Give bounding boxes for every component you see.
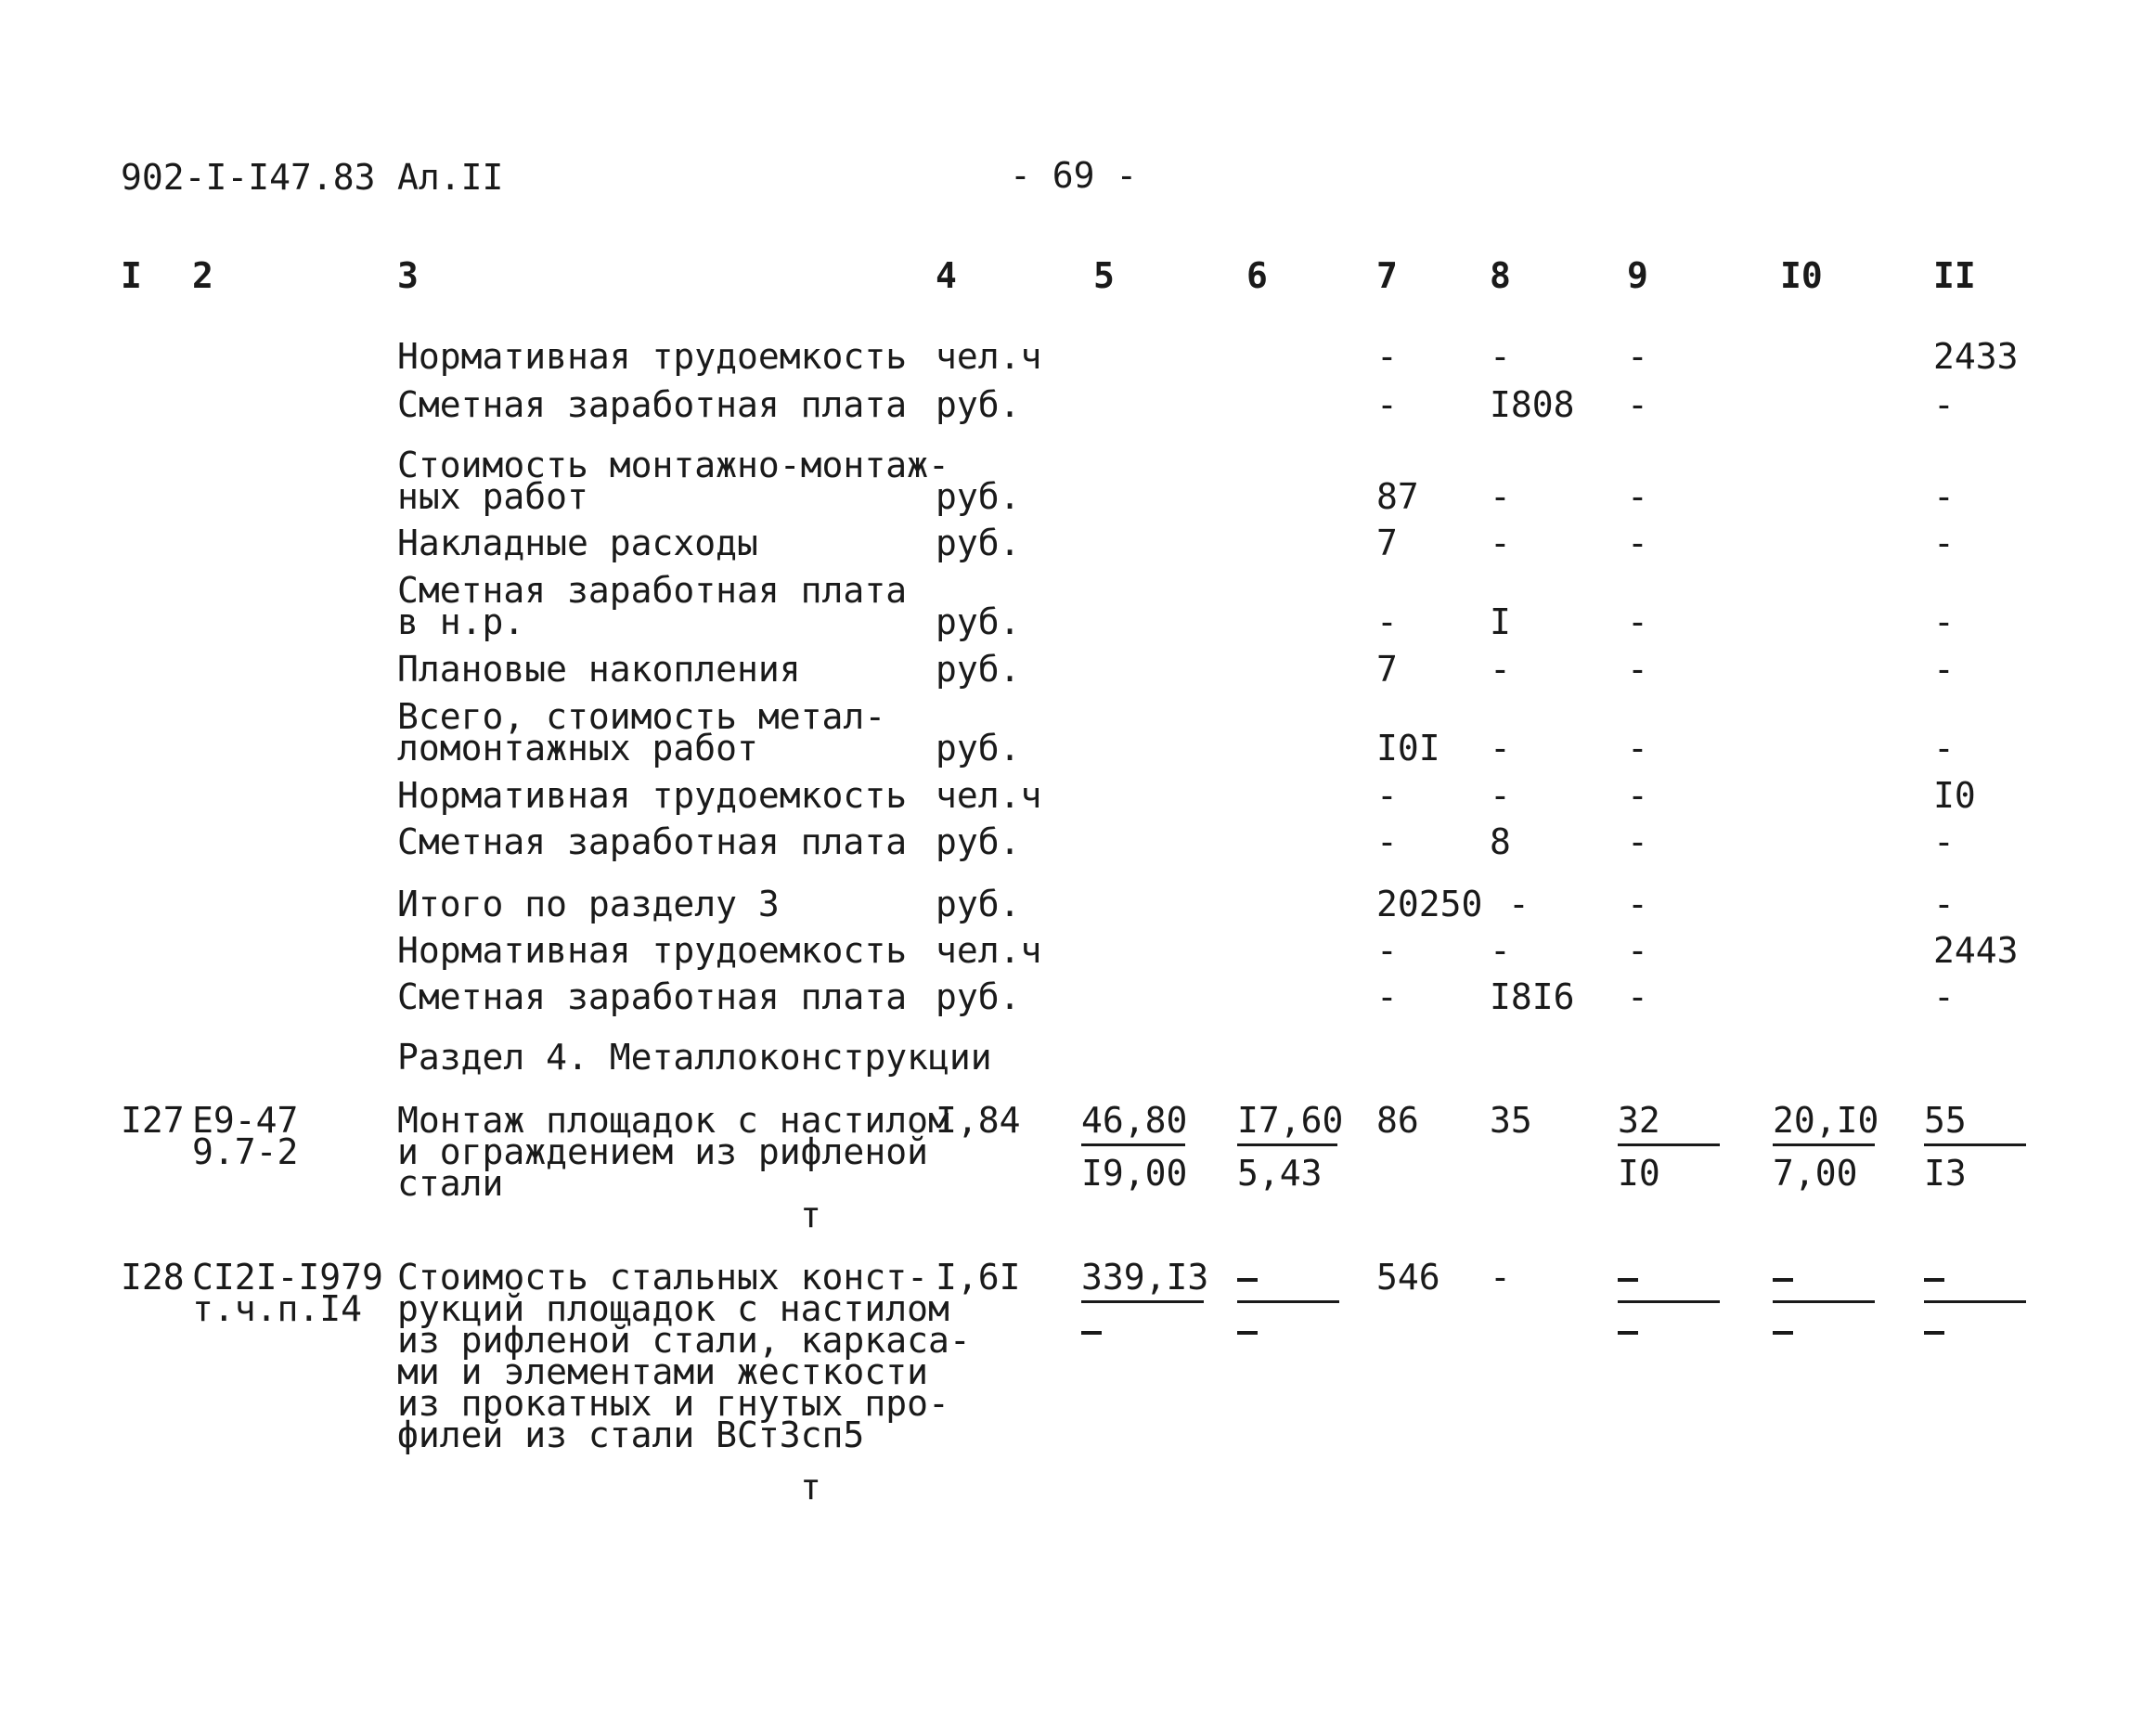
item-description-line6: филей из стали ВСт3сп5 xyxy=(397,1414,865,1455)
dash-mark xyxy=(1924,1331,1944,1335)
page-number: - 69 - xyxy=(1010,155,1138,196)
row-description: Сметная заработная плата xyxy=(397,821,908,862)
fraction-numerator: I7,60 xyxy=(1237,1103,1337,1146)
cell-col8: - xyxy=(1490,336,1511,377)
price-code-line2: т.ч.п.I4 xyxy=(192,1288,363,1329)
row-description: Итого по разделу 3 xyxy=(397,884,780,924)
col9-fraction xyxy=(1618,1259,1720,1348)
cell-col7: - xyxy=(1376,384,1398,425)
row-unit: руб. xyxy=(936,384,1021,425)
dash-mark xyxy=(1773,1303,1875,1348)
fraction-denominator: I9,00 xyxy=(1081,1153,1188,1194)
price-code-line2: 9.7-2 xyxy=(192,1131,299,1172)
cell-col11: 2443 xyxy=(1933,930,2019,971)
cell-col8: - xyxy=(1490,728,1511,769)
cell-col7: - xyxy=(1376,601,1398,642)
cell-col7: - xyxy=(1376,930,1398,971)
cell-col9: - xyxy=(1627,476,1648,517)
col6-fraction xyxy=(1237,1259,1339,1348)
price-code-line1: СI2I-I979 xyxy=(192,1257,383,1298)
dash-mark xyxy=(1237,1331,1258,1335)
cell-col8: I8I6 xyxy=(1490,976,1575,1017)
cell-col11: 2433 xyxy=(1933,336,2019,377)
fraction-numerator: 32 xyxy=(1618,1103,1720,1146)
cell-col8: - xyxy=(1508,884,1530,924)
fraction-numerator: 55 xyxy=(1924,1103,2026,1146)
item-description-line2: рукций площадок с настилом xyxy=(397,1288,949,1329)
cell-col7: 86 xyxy=(1376,1100,1419,1141)
col11-fraction xyxy=(1924,1259,2026,1348)
fraction-denominator: I0 xyxy=(1618,1153,1660,1194)
row-description: Нормативная трудоемкость xyxy=(397,336,908,377)
cell-col9: - xyxy=(1627,728,1648,769)
column-number: 6 xyxy=(1246,255,1268,296)
cell-col8: - xyxy=(1490,1257,1511,1298)
cell-col11: - xyxy=(1933,476,1955,517)
col5-fraction xyxy=(1081,1257,1209,1348)
dash-mark xyxy=(1618,1259,1720,1303)
cell-col11: - xyxy=(1933,601,1955,642)
cell-col9: - xyxy=(1627,884,1648,924)
cell-col7: 7 xyxy=(1376,649,1398,690)
fraction-denominator: 5,43 xyxy=(1237,1153,1323,1194)
cell-col8: 35 xyxy=(1490,1100,1532,1141)
cell-col11: - xyxy=(1933,821,1955,862)
quantity: I,6I xyxy=(936,1257,1021,1298)
fraction-numerator: 339,I3 xyxy=(1081,1259,1204,1303)
row-description: Нормативная трудоемкость xyxy=(397,930,908,971)
dash-mark xyxy=(1773,1278,1793,1282)
cell-col8: - xyxy=(1490,775,1511,816)
fraction-numerator: 46,80 xyxy=(1081,1103,1185,1146)
dash-mark xyxy=(1081,1303,1204,1348)
item-description-line3: стали xyxy=(397,1163,504,1204)
item-description-line4: ми и элементами жесткости xyxy=(397,1351,928,1392)
cell-col9: - xyxy=(1627,523,1648,563)
cell-col8: 8 xyxy=(1490,821,1511,862)
row-unit: руб. xyxy=(936,476,1021,517)
dash-mark xyxy=(1237,1303,1339,1348)
row-description-line1: Стоимость монтажно-монтаж- xyxy=(397,445,949,485)
row-unit: руб. xyxy=(936,821,1021,862)
row-unit: руб. xyxy=(936,649,1021,690)
column-number: 7 xyxy=(1376,255,1398,296)
unit-mark: т xyxy=(800,1195,821,1235)
cell-col11: - xyxy=(1933,976,1955,1017)
column-number: 3 xyxy=(397,255,419,296)
cell-col8: - xyxy=(1490,476,1511,517)
cell-col7: 20250 xyxy=(1376,884,1483,924)
dash-mark xyxy=(1773,1259,1875,1303)
row-unit: руб. xyxy=(936,976,1021,1017)
cell-col9: - xyxy=(1627,930,1648,971)
row-unit: руб. xyxy=(936,601,1021,642)
cell-col7: - xyxy=(1376,336,1398,377)
cell-col7: - xyxy=(1376,976,1398,1017)
column-number: II xyxy=(1933,255,1976,296)
item-description-line1: Стоимость стальных конст- xyxy=(397,1257,928,1298)
cell-col8: - xyxy=(1490,649,1511,690)
dash-mark xyxy=(1237,1259,1339,1303)
col10-fraction xyxy=(1773,1259,1875,1348)
row-description-line1: Всего, стоимость метал- xyxy=(397,696,886,737)
col10-fraction xyxy=(1773,1100,1879,1194)
document-code: 902-I-I47.83 xyxy=(121,157,376,198)
cell-col7: I0I xyxy=(1376,728,1440,769)
row-unit: руб. xyxy=(936,728,1021,769)
cell-col7: 87 xyxy=(1376,476,1419,517)
dash-mark xyxy=(1924,1303,2026,1348)
item-description-line1: Монтаж площадок с настилом xyxy=(397,1100,949,1141)
cell-col9: - xyxy=(1627,649,1648,690)
quantity: I,84 xyxy=(936,1100,1021,1141)
row-description-line2: ломонтажных работ xyxy=(397,728,758,769)
unit-mark: т xyxy=(800,1466,821,1507)
cell-col9: - xyxy=(1627,976,1648,1017)
item-description-line5: из прокатных и гнутых про- xyxy=(397,1383,949,1424)
column-number: I xyxy=(121,255,142,296)
dash-mark xyxy=(1618,1278,1638,1282)
cell-col7: - xyxy=(1376,821,1398,862)
row-description-line2: в н.р. xyxy=(397,601,525,642)
row-description: Сметная заработная плата xyxy=(397,976,908,1017)
cell-col11: - xyxy=(1933,649,1955,690)
row-description: Нормативная трудоемкость xyxy=(397,775,908,816)
column-number: 5 xyxy=(1093,255,1115,296)
dash-mark xyxy=(1924,1259,2026,1303)
cell-col11: - xyxy=(1933,884,1955,924)
cell-col7: - xyxy=(1376,775,1398,816)
dash-mark xyxy=(1618,1331,1638,1335)
column-number: I0 xyxy=(1780,255,1823,296)
dash-mark xyxy=(1773,1331,1793,1335)
row-unit: чел.ч xyxy=(936,775,1042,816)
column-number: 9 xyxy=(1627,255,1648,296)
section-title: Раздел 4. Металлоконструкции xyxy=(397,1037,992,1078)
column-number: 2 xyxy=(192,255,213,296)
row-description-line2: ных работ xyxy=(397,476,588,517)
item-description-line2: и ограждением из рифленой xyxy=(397,1131,928,1172)
item-description-line3: из рифленой стали, каркаса- xyxy=(397,1320,971,1361)
col9-fraction xyxy=(1618,1100,1720,1194)
cell-col8: I808 xyxy=(1490,384,1575,425)
dash-mark xyxy=(1081,1331,1102,1335)
column-number: 4 xyxy=(936,255,957,296)
item-number: I27 xyxy=(121,1100,185,1141)
row-unit: руб. xyxy=(936,523,1021,563)
album-number: Ал.II xyxy=(397,157,504,198)
cell-col11: - xyxy=(1933,728,1955,769)
cell-col11: - xyxy=(1933,384,1955,425)
cell-col9: - xyxy=(1627,384,1648,425)
cell-col9: - xyxy=(1627,775,1648,816)
fraction-denominator: I3 xyxy=(1924,1153,1967,1194)
col11-fraction xyxy=(1924,1100,2026,1194)
dash-mark xyxy=(1924,1278,1944,1282)
cell-col9: - xyxy=(1627,336,1648,377)
cell-col8: - xyxy=(1490,930,1511,971)
col6-fraction xyxy=(1237,1100,1344,1194)
dash-mark xyxy=(1618,1303,1720,1348)
cell-col11: I0 xyxy=(1933,775,1976,816)
cell-col9: - xyxy=(1627,601,1648,642)
column-number: 8 xyxy=(1490,255,1511,296)
fraction-denominator: 7,00 xyxy=(1773,1153,1858,1194)
cell-col8: - xyxy=(1490,523,1511,563)
row-unit: чел.ч xyxy=(936,336,1042,377)
cell-col7: 7 xyxy=(1376,523,1398,563)
row-description: Плановые накопления xyxy=(397,649,801,690)
cell-col8: I xyxy=(1490,601,1511,642)
cell-col7: 546 xyxy=(1376,1257,1440,1298)
item-number: I28 xyxy=(121,1257,185,1298)
price-code-line1: Е9-47 xyxy=(192,1100,299,1141)
row-unit: руб. xyxy=(936,884,1021,924)
col5-fraction xyxy=(1081,1100,1188,1194)
dash-mark xyxy=(1237,1278,1258,1282)
cell-col9: - xyxy=(1627,821,1648,862)
row-unit: чел.ч xyxy=(936,930,1042,971)
fraction-numerator: 20,I0 xyxy=(1773,1103,1875,1146)
row-description: Накладные расходы xyxy=(397,523,758,563)
cell-col11: - xyxy=(1933,523,1955,563)
row-description: Сметная заработная плата xyxy=(397,384,908,425)
row-description-line1: Сметная заработная плата xyxy=(397,570,908,611)
